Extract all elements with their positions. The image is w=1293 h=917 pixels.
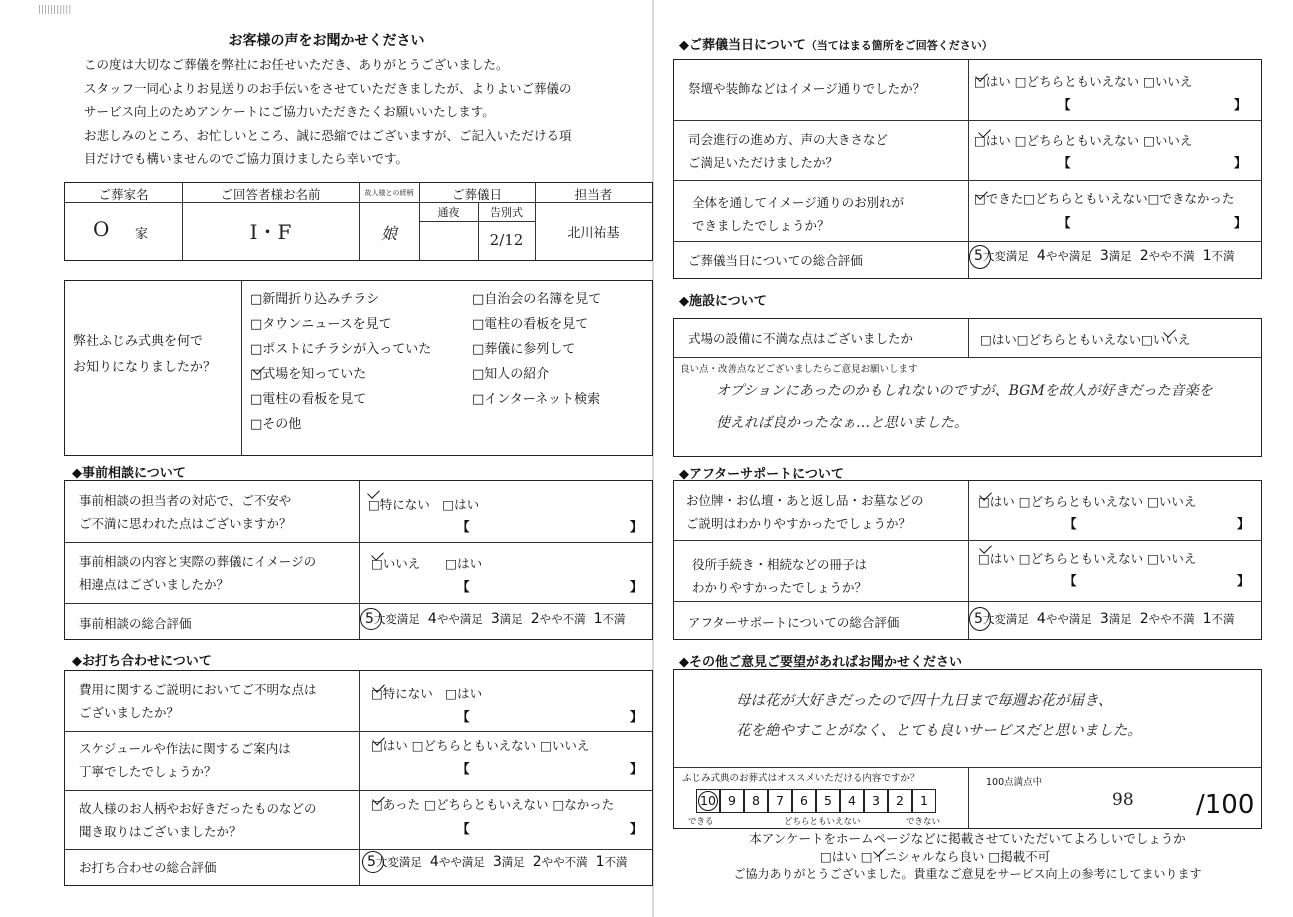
- rating-number: 3: [492, 854, 502, 870]
- question-line: 事前相談の担当者の対応で、ご不安や: [79, 493, 292, 508]
- respondent-name: I・F: [249, 220, 292, 244]
- scale-cell[interactable]: 2: [888, 789, 912, 813]
- intro-line: この度は大切なご葬儀を弊社にお任せいただき、ありがとうございました。: [84, 57, 509, 72]
- source-options-right: [472, 287, 601, 412]
- shisetsu-q1-options[interactable]: □はい□どちらともいえない□いいえ: [980, 332, 1191, 347]
- question-line: 司会進行の進め方、声の大きさなど: [688, 132, 889, 147]
- rating-label: 大変満足: [373, 612, 420, 626]
- header-mark: |||||||||||: [38, 5, 72, 15]
- rating-number: 1: [595, 854, 605, 870]
- thanks-text: ご協力ありがとうございました。貴重なご意見をサービス向上の参考にしてまいります: [733, 867, 1202, 881]
- rating-label: 大変満足: [982, 249, 1029, 263]
- question-line: ご満足いただけましたか？: [688, 155, 839, 170]
- bracket-close: 】: [1237, 516, 1250, 531]
- uchiawase-table: [64, 670, 653, 886]
- source-option[interactable]: □電柱の看板を見て: [472, 317, 589, 332]
- section-heading-toujitsu: [679, 34, 993, 53]
- jizen-q1: [79, 489, 292, 535]
- other-box: [673, 669, 1262, 829]
- shisetsu-q1: 式場の設備に不満な点はございましたか: [688, 331, 914, 346]
- rating-number: 5: [367, 854, 376, 870]
- bracket-close: 】: [630, 761, 643, 776]
- bracket-open: 【: [457, 579, 470, 594]
- toujitsu-q1-options[interactable]: □はい □どちらともいえない □いいえ: [974, 74, 1193, 89]
- bracket-open: 【: [457, 709, 470, 724]
- scale-cell[interactable]: 7: [768, 789, 792, 813]
- rating-number: 2: [1139, 248, 1149, 264]
- comment-line: オプションにあったのかもしれないのですが、BGMを故人が好きだった音楽を: [716, 383, 1213, 399]
- rating-number: 4: [1036, 248, 1046, 264]
- comment-line: 母は花が大好きだったので四十九日まで毎週お花が届き、: [736, 693, 1113, 709]
- source-box: [64, 280, 653, 456]
- uchiawase-q2-options[interactable]: □はい □どちらともいえない □いいえ: [371, 738, 590, 753]
- after-q2: [692, 553, 867, 599]
- bracket-close: 】: [1234, 97, 1247, 112]
- source-option[interactable]: □タウンニュースを見て: [250, 317, 392, 332]
- question-line: 費用に関するご説明においてご不明な点は: [79, 682, 317, 697]
- selection-circle: [362, 851, 384, 873]
- source-options-left: [250, 287, 431, 437]
- bracket-open: 【: [457, 821, 470, 836]
- bracket-open: 【: [1064, 573, 1077, 588]
- rating-scale[interactable]: [974, 248, 1235, 264]
- rating-label: 不満: [1211, 249, 1235, 263]
- other-comment: [736, 686, 1142, 746]
- score-value: 98: [1112, 790, 1134, 810]
- toujitsu-q2: [688, 128, 888, 174]
- question-line: ご不満に思われた点はございますか？: [79, 516, 292, 531]
- question-line: 全体を通してイメージ通りのお別れが: [692, 195, 905, 210]
- scale-mid-label: どちらともいえない: [784, 817, 861, 827]
- rating-label: 不満: [602, 612, 626, 626]
- bracket-close: 】: [1237, 573, 1250, 588]
- header-date: ご葬儀日: [451, 187, 502, 202]
- rating-label: やや満足: [436, 612, 483, 626]
- uchiawase-total: お打ち合わせの総合評価: [79, 860, 217, 875]
- family-initial: O: [93, 217, 110, 241]
- source-option[interactable]: □自治会の名簿を見て: [472, 292, 602, 307]
- toujitsu-q3-options[interactable]: □できた□どちらともいえない□できなかった: [974, 191, 1235, 206]
- bracket-open: 【: [1058, 155, 1071, 170]
- header-family: ご葬家名: [98, 187, 149, 202]
- intro-line: スタッフ一同心よりお見送りのお手伝いをさせていただきましたが、よりよいご葬儀の: [84, 80, 572, 96]
- uchiawase-q2: [79, 737, 291, 783]
- source-question: [73, 329, 216, 381]
- question-line: ございましたか？: [79, 705, 180, 720]
- scale-cell[interactable]: 8: [744, 789, 768, 813]
- scale-cell[interactable]: 4: [840, 789, 864, 813]
- publish-question: 本アンケートをホームページなどに掲載させていただいてよろしいでしょうか: [749, 831, 1186, 846]
- page-title: お客様の声をお聞かせください: [228, 33, 425, 49]
- source-question-line: 弊社ふじみ式典を何で: [73, 334, 204, 349]
- shisetsu-table: [673, 318, 1262, 457]
- bracket-close: 】: [1234, 215, 1247, 230]
- family-suffix: 家: [135, 227, 149, 242]
- jizen-total: 事前相談の総合評価: [79, 616, 192, 631]
- rating-number: 2: [530, 611, 540, 627]
- rating-label: 満足: [1108, 612, 1132, 626]
- source-option[interactable]: □知人の紹介: [472, 367, 550, 382]
- question-line: わかりやすかったでしょうか？: [692, 580, 868, 595]
- rating-label: 満足: [1108, 249, 1132, 263]
- publish-options[interactable]: □はい □イニシャルなら良い □掲載不可: [820, 849, 1051, 864]
- info-table: [64, 182, 653, 261]
- source-option[interactable]: □インターネット検索: [472, 392, 601, 407]
- intro-line: 目だけでも構いませんのでご協力頂けましたら幸いです。: [84, 151, 409, 166]
- bracket-close: 】: [1234, 155, 1247, 170]
- after-q2-options[interactable]: □はい □どちらともいえない □いいえ: [978, 551, 1197, 566]
- bracket-close: 】: [630, 519, 643, 534]
- rating-number: 5: [974, 248, 983, 264]
- jizen-q2-options[interactable]: □いいえ □はい: [371, 556, 483, 571]
- recommend-question: ふじみ式典のお葬式はオススメいただける内容ですか？: [682, 773, 920, 784]
- intro-text: [84, 53, 644, 171]
- source-option[interactable]: □ポストにチラシが入っていた: [250, 342, 432, 357]
- rating-label: やや不満: [539, 612, 586, 626]
- recommend-scale[interactable]: [696, 789, 946, 813]
- question-line: スケジュールや作法に関するご案内は: [79, 741, 291, 756]
- rating-number: 3: [1099, 248, 1109, 264]
- rating-label: やや満足: [1045, 249, 1092, 263]
- question-line: ご説明はわかりやすかったでしょうか？: [686, 516, 912, 531]
- rating-number: 4: [427, 611, 437, 627]
- facility-comment: [716, 375, 1213, 439]
- toujitsu-q1: 祭壇や装飾などはイメージ通りでしたか？: [688, 81, 926, 96]
- scale-cell[interactable]: 5: [816, 789, 840, 813]
- rating-number: 2: [532, 854, 542, 870]
- after-q1-options[interactable]: □はい □どちらともいえない □いいえ: [978, 494, 1197, 509]
- rating-number: 1: [593, 611, 603, 627]
- rating-number: 4: [429, 854, 439, 870]
- question-line: 役所手続き・相続などの冊子は: [692, 557, 868, 572]
- heading-text: ◆ご葬儀当日について: [679, 38, 806, 53]
- rating-label: 不満: [1211, 612, 1235, 626]
- question-line: 故人様のお人柄やお好きだったものなどの: [79, 801, 317, 816]
- rating-label: やや満足: [1045, 612, 1092, 626]
- selection-circle: [360, 608, 382, 630]
- scale-cell[interactable]: 10: [696, 789, 720, 813]
- relation-value: 娘: [380, 224, 397, 243]
- rating-label: やや満足: [438, 855, 485, 869]
- intro-line: サービス向上のためアンケートにご協力いただきたくお願いいたします。: [84, 104, 495, 119]
- scale-high-label: できない: [906, 817, 941, 827]
- rating-number: 4: [1036, 611, 1046, 627]
- section-heading-after: ◆アフターサポートについて: [679, 467, 844, 482]
- rating-label: やや不満: [541, 855, 588, 869]
- header-relation: 故人様との続柄: [364, 189, 414, 197]
- rating-number: 5: [365, 611, 374, 627]
- after-q1: [686, 489, 924, 535]
- score-max: /100: [1196, 790, 1255, 820]
- comment-label: 良い点・改善点などございましたらご意見お願いします: [680, 364, 918, 375]
- section-heading-other: ◆その他ご意見ご要望があればお聞かせください: [679, 655, 962, 670]
- funeral-date-value: 2/12: [489, 231, 524, 249]
- source-option[interactable]: □その他: [250, 417, 302, 432]
- toujitsu-q2-options[interactable]: □はい □どちらともいえない □いいえ: [974, 133, 1193, 148]
- rating-scale[interactable]: [365, 611, 626, 627]
- bracket-close: 】: [630, 579, 643, 594]
- rating-number: 1: [1202, 248, 1212, 264]
- uchiawase-q1-options[interactable]: □特にない □はい: [371, 686, 483, 701]
- selection-circle: [698, 791, 718, 811]
- jizen-table: [64, 480, 653, 640]
- bracket-open: 【: [1058, 97, 1071, 112]
- rating-label: やや不満: [1148, 612, 1195, 626]
- toujitsu-table: [673, 59, 1262, 279]
- source-option[interactable]: □電柱の看板を見て: [250, 392, 367, 407]
- source-option[interactable]: □葬儀に参列して: [472, 342, 576, 357]
- section-heading-shisetsu: ◆施設について: [679, 294, 767, 309]
- rating-number: 1: [1202, 611, 1212, 627]
- selection-circle: [969, 245, 991, 269]
- uchiawase-q3: [79, 797, 317, 843]
- question-line: 丁寧でしたでしょうか？: [79, 764, 217, 779]
- rating-label: やや不満: [1148, 249, 1195, 263]
- scale-low-label: できる: [688, 817, 714, 827]
- rating-label: 大変満足: [982, 612, 1029, 626]
- rating-number: 3: [490, 611, 500, 627]
- source-option[interactable]: □式場を知っていた: [250, 367, 367, 382]
- bracket-close: 】: [630, 821, 643, 836]
- scale-cell[interactable]: 1: [912, 789, 936, 813]
- scale-cell[interactable]: 6: [792, 789, 816, 813]
- toujitsu-total: ご葬儀当日についての総合評価: [688, 253, 863, 268]
- source-question-line: お知りになりましたか？: [73, 360, 217, 375]
- jizen-q1-options[interactable]: □特にない □はい: [368, 497, 480, 512]
- uchiawase-q3-options[interactable]: □あった □どちらともいえない □なかった: [371, 797, 615, 812]
- scale-cell[interactable]: 9: [720, 789, 744, 813]
- after-table: [673, 480, 1262, 640]
- header-funeral: 告別式: [490, 206, 523, 219]
- header-name: ご回答者様お名前: [220, 187, 321, 202]
- question-line: お位牌・お仏壇・あと返し品・お墓などの: [686, 493, 924, 508]
- rating-scale[interactable]: [974, 611, 1235, 627]
- rating-label: 大変満足: [375, 855, 422, 869]
- comment-line: 使えれば良かったなぁ…と思いました。: [716, 415, 968, 431]
- question-line: できましたでしょうか？: [692, 218, 830, 233]
- score-label: 100点満点中: [986, 777, 1043, 788]
- rating-scale[interactable]: [367, 854, 628, 870]
- jizen-q2: [79, 550, 316, 596]
- section-heading-uchiawase: ◆お打ち合わせについて: [72, 654, 212, 669]
- section-heading-jizen: ◆事前相談について: [72, 466, 186, 481]
- intro-line: お悲しみのところ、お忙しいところ、誠に恐縮ではございますが、ご記入いただける項: [84, 127, 572, 143]
- bracket-open: 【: [457, 761, 470, 776]
- rating-label: 満足: [501, 855, 525, 869]
- bracket-open: 【: [1058, 215, 1071, 230]
- bracket-close: 】: [630, 709, 643, 724]
- uchiawase-q1: [79, 678, 317, 724]
- rating-number: 3: [1099, 611, 1109, 627]
- source-option[interactable]: □新聞折り込みチラシ: [250, 292, 380, 307]
- rating-label: 不満: [604, 855, 628, 869]
- question-line: 事前相談の内容と実際の葬儀にイメージの: [79, 554, 317, 569]
- staff-value: 北川祐基: [567, 226, 620, 241]
- rating-number: 5: [974, 611, 983, 627]
- comment-line: 花を絶やすことがなく、とても良いサービスだと思いました。: [736, 723, 1142, 739]
- question-line: 相違点はございましたか？: [79, 577, 230, 592]
- heading-note: （当てはまる箇所をご回答ください）: [805, 39, 993, 52]
- scale-cell[interactable]: 3: [864, 789, 888, 813]
- bracket-open: 【: [457, 519, 470, 534]
- selection-circle: [969, 607, 991, 631]
- rating-number: 2: [1139, 611, 1149, 627]
- header-wake: 通夜: [437, 206, 460, 219]
- header-staff: 担当者: [574, 187, 613, 202]
- toujitsu-q3: [692, 191, 904, 237]
- rating-label: 満足: [499, 612, 523, 626]
- question-line: 聞き取りはございましたか？: [79, 824, 242, 839]
- bracket-open: 【: [1064, 516, 1077, 531]
- after-total: アフターサポートについての総合評価: [688, 615, 900, 630]
